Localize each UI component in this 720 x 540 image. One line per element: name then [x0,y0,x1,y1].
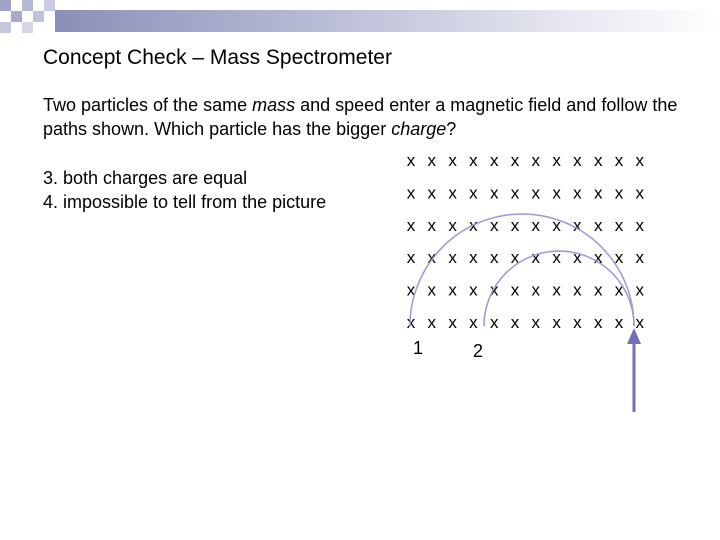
question-part: ? [446,119,457,139]
field-x-mark: x [614,183,624,203]
field-x-mark: x [531,280,541,300]
field-x-mark: x [448,313,457,332]
field-x-mark: x [469,215,478,235]
field-x-mark: x [531,183,541,203]
field-x-mark: x [406,248,416,268]
field-x-mark: x [448,215,457,235]
field-x-mark: x [614,313,624,332]
field-x-mark: x [635,313,645,332]
field-x-mark: x [531,248,541,268]
field-x-mark: x [593,313,603,332]
field-x-mark: x [469,280,478,300]
field-x-mark: x [593,215,603,235]
field-x-mark: x [635,183,645,203]
field-x-mark: x [573,151,582,170]
field-x-mark: x [614,248,624,268]
field-x-mark: x [489,248,499,268]
field-x-mark: x [469,151,478,170]
field-x-mark: x [427,313,437,332]
field-x-mark: x [593,248,603,268]
field-x-mark: x [427,215,437,235]
field-x-mark: x [406,183,416,203]
field-x-mark: x [510,280,520,300]
field-x-mark: x [510,215,520,235]
field-x-mark: x [510,313,520,332]
path-2-label: 2 [473,341,484,361]
field-x-mark: x [406,151,416,170]
field-x-mark: x [593,183,603,203]
field-x-mark: x [552,215,561,235]
field-x-mark: x [552,248,561,268]
question-part: and speed enter a magnetic field and follow the paths shown. Which particle has the bigger [43,95,678,139]
field-x-mark: x [531,151,541,170]
field-x-mark: x [510,151,520,170]
field-x-mark: x [573,280,582,300]
field-x-mark: x [427,183,437,203]
field-x-mark: x [489,183,499,203]
field-x-mark: x [635,151,645,170]
field-x-mark: x [469,183,478,203]
field-x-mark: x [469,248,478,268]
field-x-mark: x [614,215,624,235]
field-x-mark: x [510,183,520,203]
field-x-mark: x [552,313,561,332]
field-x-mark: x [510,248,520,268]
field-x-mark: x [489,215,499,235]
field-x-mark: x [427,151,437,170]
question-part-charge: charge [391,119,447,139]
field-x-mark: x [531,313,541,332]
question-part: Two particles of the same [43,95,253,115]
field-x-mark: x [448,183,457,203]
field-x-mark: x [573,313,582,332]
path-1-label: 1 [413,338,424,358]
field-x-mark: x [448,151,457,170]
field-x-grid [407,151,645,332]
field-x-mark: x [593,280,603,300]
field-x-mark: x [552,183,561,203]
field-x-mark: x [489,280,499,300]
field-x-mark: x [489,151,499,170]
field-x-mark: x [635,215,645,235]
field-x-mark: x [614,280,624,300]
field-x-mark: x [552,151,561,170]
field-x-mark: x [489,313,499,332]
field-x-mark: x [573,248,582,268]
field-x-mark: x [593,151,603,170]
option-3: 3. both charges are equal [43,168,248,188]
field-x-mark: x [635,280,645,300]
field-x-mark: x [635,248,645,268]
option-4: 4. impossible to tell from the picture [43,192,327,212]
field-x-mark: x [469,313,478,332]
field-x-mark: x [573,183,582,203]
field-x-mark: x [614,151,624,170]
field-x-mark: x [406,280,416,300]
field-x-mark: x [531,215,541,235]
slide-title: Concept Check – Mass Spectrometer [43,46,392,69]
field-x-mark: x [406,313,416,332]
field-x-mark: x [427,248,437,268]
field-x-mark: x [573,215,582,235]
field-x-mark: x [448,280,457,300]
field-x-mark: x [448,248,457,268]
question-part-mass: mass [252,95,296,115]
field-x-mark: x [406,215,416,235]
field-x-mark: x [427,280,437,300]
field-x-mark: x [552,280,561,300]
